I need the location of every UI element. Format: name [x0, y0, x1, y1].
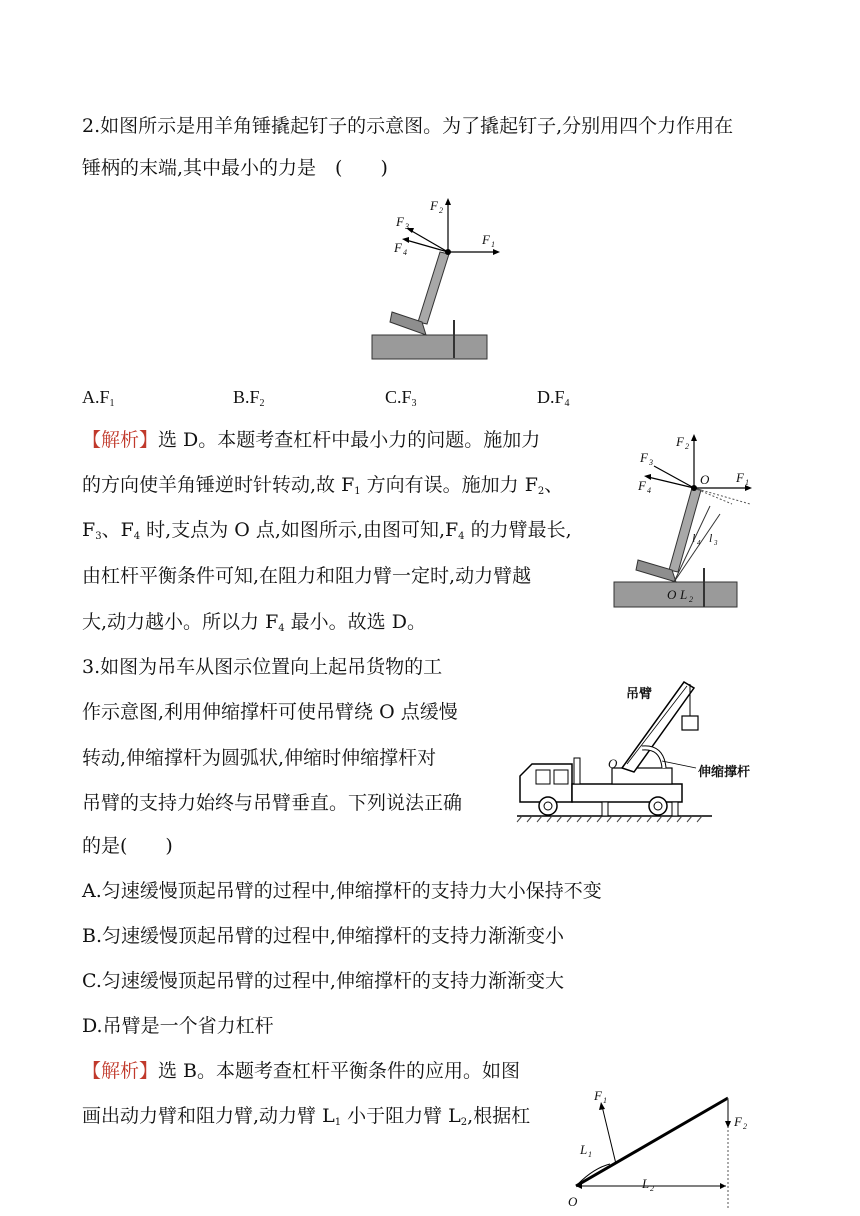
svg-text:3: 3 — [714, 539, 718, 547]
svg-text:2: 2 — [689, 595, 693, 604]
svg-text:L: L — [680, 587, 688, 602]
q3-analysis-line2: 画出动力臂和阻力臂,动力臂 $L_1$ 小于阻力臂 $L_2$,根据杠 — [82, 1105, 531, 1128]
svg-text:2: 2 — [743, 1122, 747, 1131]
q2-option-a[interactable]: $A.F_1$ — [82, 387, 115, 409]
label-f3: F — [396, 214, 404, 229]
svg-text:F: F — [594, 1088, 602, 1103]
svg-text:F: F — [676, 434, 684, 449]
q2-option-b[interactable]: $B.F_2$ — [233, 387, 265, 409]
svg-text:L: L — [580, 1142, 588, 1157]
label-arm: 吊臂 — [626, 687, 653, 702]
svg-text:L: L — [642, 1176, 650, 1191]
label-f1: F — [482, 232, 490, 247]
q2-analysis-line5: 大,动力越小。所以力 $F_4$ 最小。故选 D。 — [82, 611, 426, 634]
label-f4: F — [394, 240, 402, 255]
svg-text:l: l — [709, 531, 713, 545]
svg-text:1: 1 — [745, 478, 749, 487]
svg-text:1: 1 — [491, 240, 495, 249]
q3-line5: 的是( ) — [82, 835, 173, 857]
svg-text:F: F — [638, 478, 646, 493]
svg-text:O: O — [667, 587, 677, 602]
crane-figure — [512, 676, 772, 826]
q2-analysis-line4: 由杠杆平衡条件可知,在阻力和阻力臂一定时,动力臂越 — [82, 565, 532, 587]
q2-analysis-line1: 【解析】选 D。本题考查杠杆中最小力的问题。施加力 — [82, 429, 541, 451]
label-rod: 伸缩撑杆 — [698, 765, 751, 780]
svg-text:F: F — [734, 1114, 742, 1129]
svg-text:l: l — [692, 531, 696, 545]
svg-text:4: 4 — [647, 486, 651, 495]
analysis-tag: 【解析】 — [82, 429, 159, 451]
svg-text:2: 2 — [650, 1184, 654, 1193]
q2-line1: 2.如图所示是用羊角锤撬起钉子的示意图。为了撬起钉子,分别用四个力作用在 — [82, 115, 734, 137]
q3-option-b[interactable]: B.匀速缓慢顶起吊臂的过程中,伸缩撑杆的支持力渐渐变小 — [82, 925, 565, 947]
lever-arm-figure — [566, 1076, 756, 1216]
svg-text:F: F — [640, 450, 648, 465]
hammer-lever-figure — [612, 432, 749, 607]
hammer-figure — [370, 196, 495, 361]
q3-option-d[interactable]: D.吊臂是一个省力杠杆 — [82, 1015, 274, 1037]
q3-option-c[interactable]: C.匀速缓慢顶起吊臂的过程中,伸缩撑杆的支持力渐渐变大 — [82, 970, 564, 992]
svg-text:1: 1 — [603, 1096, 607, 1105]
label-o: O — [700, 472, 710, 487]
q3-line1: 3.如图为吊车从图示位置向上起吊货物的工 — [82, 656, 443, 678]
q3-line2: 作示意图,利用伸缩撑杆可使吊臂绕 O 点缓慢 — [82, 701, 458, 723]
q2-line2: 锤柄的末端,其中最小的力是 ( ) — [82, 157, 388, 179]
q2-option-c[interactable]: $C.F_3$ — [385, 387, 417, 409]
svg-text:2: 2 — [685, 442, 689, 451]
svg-text:2: 2 — [439, 206, 443, 215]
svg-text:F: F — [736, 470, 744, 485]
svg-text:O: O — [568, 1194, 578, 1209]
label-f2: F — [430, 198, 438, 213]
svg-text:4: 4 — [403, 248, 407, 257]
svg-text:4: 4 — [697, 539, 701, 547]
q2-analysis-line3: $F_3$、$F_4$ 时,支点为 O 点,如图所示,由图可知$,F_4$ 的力臂最长, — [82, 519, 572, 542]
q3-option-a[interactable]: A.匀速缓慢顶起吊臂的过程中,伸缩撑杆的支持力大小保持不变 — [82, 880, 602, 902]
q3-line3: 转动,伸缩撑杆为圆弧状,伸缩时伸缩撑杆对 — [82, 747, 437, 769]
q2-analysis-line2: 的方向使羊角锤逆时针转动,故 $F_1$ 方向有误。施加力 $F_2$、 — [82, 474, 564, 497]
svg-text:3: 3 — [649, 458, 653, 467]
hammer-handle — [418, 252, 449, 324]
q2-option-d[interactable]: $D.F_4$ — [537, 387, 570, 409]
q3-line4: 吊臂的支持力始终与吊臂垂直。下列说法正确 — [82, 792, 463, 814]
label-pivot-o: O — [608, 756, 618, 771]
svg-text:3: 3 — [405, 222, 409, 231]
q3-analysis-line1: 【解析】选 B。本题考查杠杆平衡条件的应用。如图 — [82, 1060, 521, 1082]
svg-text:1: 1 — [588, 1150, 592, 1159]
